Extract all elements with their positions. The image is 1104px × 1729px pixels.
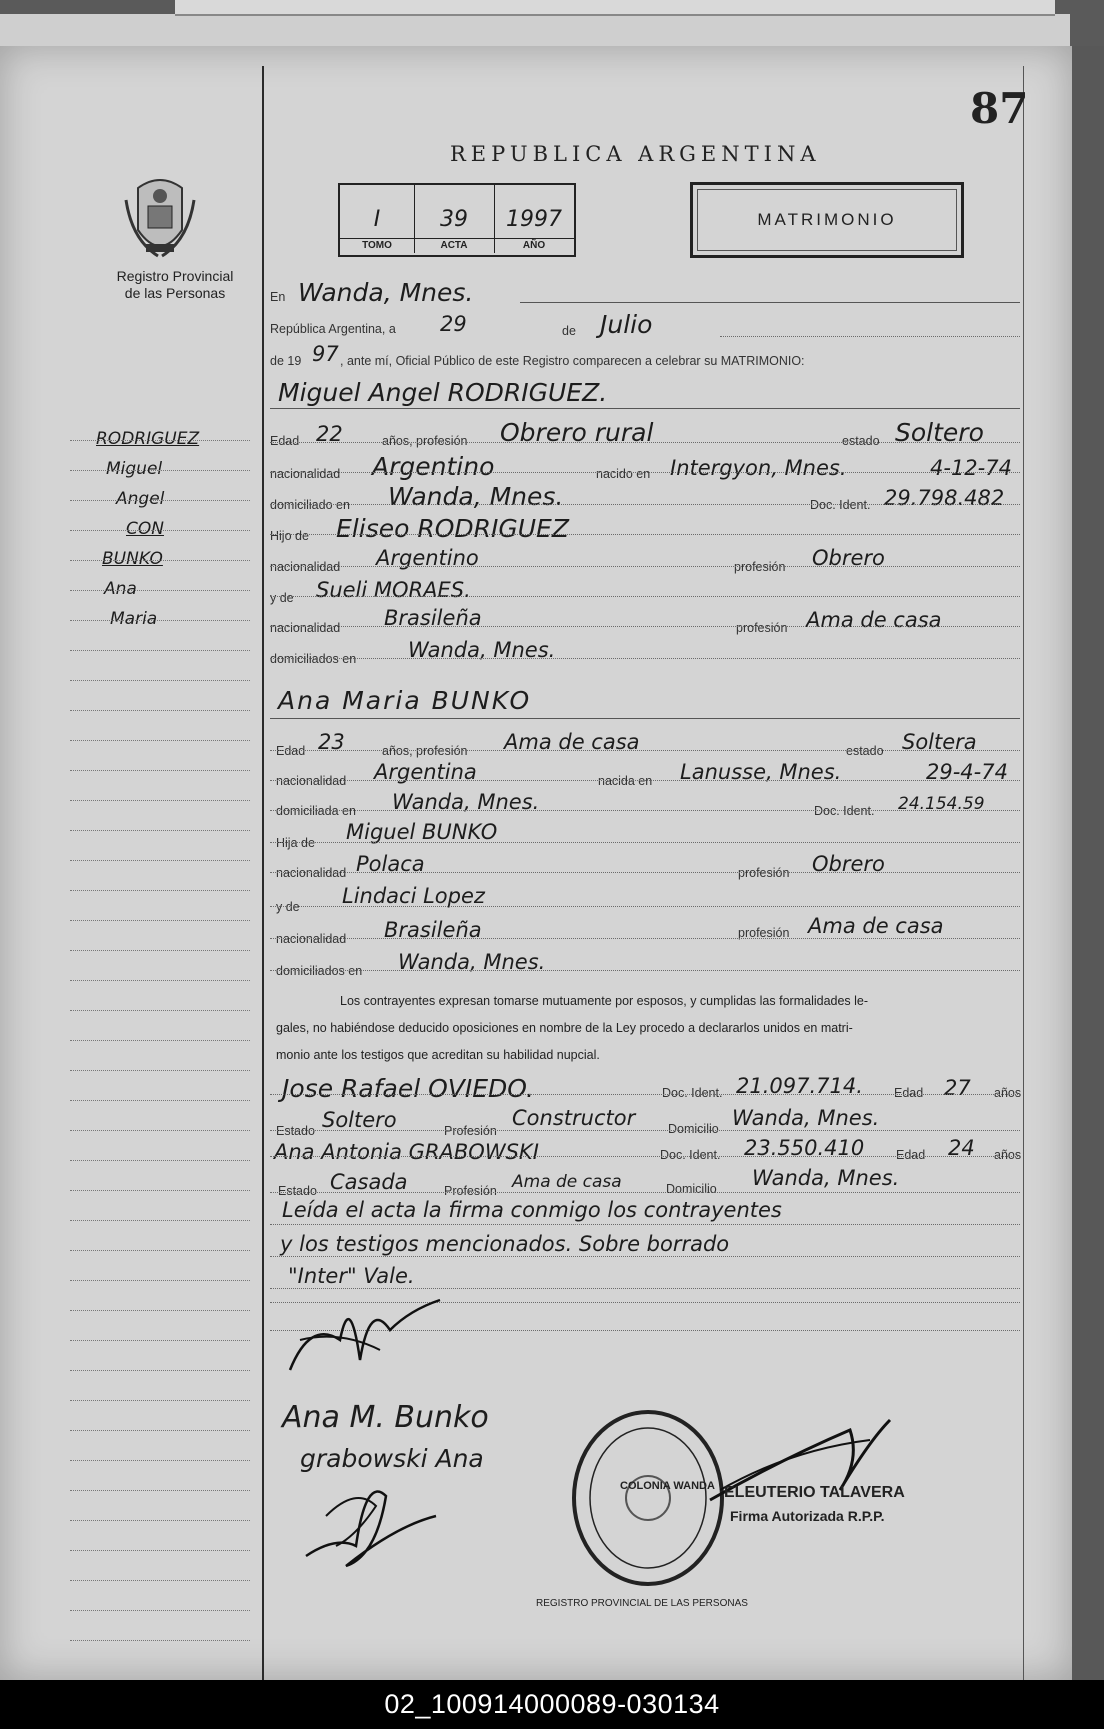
bride-mother-nat: Brasileña xyxy=(384,918,482,942)
groom-mother-label: y de xyxy=(270,591,294,605)
witness1-profession: Constructor xyxy=(512,1106,636,1130)
field-dotted-line xyxy=(270,906,1020,907)
margin-dotted-line xyxy=(70,470,250,471)
bride-father: Miguel BUNKO xyxy=(346,820,498,844)
notes-line1: Leída el acta la firma conmigo los contrayentes xyxy=(282,1198,782,1222)
groom-father-label: Hijo de xyxy=(270,529,309,543)
witness1-estado: Soltero xyxy=(322,1108,397,1132)
margin-line-right xyxy=(1023,66,1024,1680)
en-label: En xyxy=(270,290,286,304)
groom-father-prof-label: profesión xyxy=(734,560,786,574)
intro-text: , ante mí, Oficial Público de este Registro comparecen a celebrar su MATRIMONIO: xyxy=(340,354,805,368)
bride-mother-prof-label: profesión xyxy=(738,926,790,940)
bride-father-nat-label: nacionalidad xyxy=(276,866,347,880)
witness1-domicile: Wanda, Mnes. xyxy=(732,1106,880,1130)
bride-father-nat: Polaca xyxy=(356,852,425,876)
field-dotted-line xyxy=(270,938,1020,939)
signature-contrayente-1 xyxy=(280,1280,450,1390)
margin-dotted-line xyxy=(70,1370,250,1371)
margin-dotted-line xyxy=(70,590,250,591)
witness2-profession: Ama de casa xyxy=(512,1172,622,1192)
act-type-box xyxy=(690,182,964,258)
formal-line3: monio ante los testigos que acreditan su habilidad nupcial. xyxy=(276,1048,600,1062)
margin-dotted-line xyxy=(70,830,250,831)
registry-name xyxy=(80,268,270,302)
bride-nationality: Argentina xyxy=(374,760,477,784)
notes-line3: "Inter" Vale. xyxy=(288,1264,415,1288)
margin-surname1: RODRIGUEZ xyxy=(96,429,200,449)
ano-value: 1997 xyxy=(506,207,562,232)
margin-dotted-line xyxy=(70,1310,250,1311)
groom-parents-dom: Wanda, Mnes. xyxy=(408,638,556,662)
field-dotted-line xyxy=(270,658,1020,659)
act-type: MATRIMONIO xyxy=(697,189,957,251)
field-dotted-line xyxy=(270,472,1020,473)
witness2-anos: años xyxy=(994,1148,1022,1162)
place-value: Wanda, Mnes. xyxy=(298,278,474,307)
margin-con: CON xyxy=(126,519,164,539)
field-dotted-line xyxy=(270,1130,1020,1131)
bride-name: Ana Maria BUNKO xyxy=(278,686,532,715)
ano-cell xyxy=(494,185,574,253)
bride-mother: Lindaci Lopez xyxy=(342,884,485,908)
margin-line-left xyxy=(262,66,264,1680)
margin-dotted-line xyxy=(70,1250,250,1251)
acta-value: 39 xyxy=(440,207,468,232)
margin-dotted-line xyxy=(70,1520,250,1521)
margin-dotted-line xyxy=(70,770,250,771)
groom-age-label: Edad xyxy=(270,434,300,448)
bride-estado: Soltera xyxy=(902,730,977,754)
groom-father-nat-label: nacionalidad xyxy=(270,560,341,574)
field-dotted-line xyxy=(270,1224,1020,1225)
field-dotted-line xyxy=(270,842,1020,843)
field-dotted-line xyxy=(270,626,1020,627)
margin-dotted-line xyxy=(70,1220,250,1221)
bride-age: 23 xyxy=(318,730,345,754)
margin-dotted-line xyxy=(70,650,250,651)
margin-dotted-line xyxy=(70,710,250,711)
stamp-text: REGISTRO PROVINCIAL DE LAS PERSONAS xyxy=(536,1598,748,1609)
groom-father-prof: Obrero xyxy=(812,546,885,570)
groom-estado: Soltero xyxy=(895,418,984,447)
witness1-age: 27 xyxy=(944,1076,971,1100)
bride-father-label: Hija de xyxy=(276,836,315,850)
margin-dotted-line xyxy=(70,530,250,531)
margin-dotted-line xyxy=(70,800,250,801)
groom-doc-label: Doc. Ident. xyxy=(810,498,871,512)
bride-estado-label: estado xyxy=(846,744,884,758)
bride-domicile: Wanda, Mnes. xyxy=(392,790,540,814)
groom-profession: Obrero rural xyxy=(500,418,654,447)
scan-right-edge xyxy=(1072,46,1104,1680)
bride-mother-prof: Ama de casa xyxy=(808,914,944,938)
formal-line1: Los contrayentes expresan tomarse mutuamente por esposos, y cumplidas las formalidades le- xyxy=(340,994,869,1008)
margin-dotted-line xyxy=(70,1400,250,1401)
bride-prof-label: años, profesión xyxy=(382,744,468,758)
groom-doc: 29.798.482 xyxy=(884,486,1005,510)
bride-doc-label: Doc. Ident. xyxy=(814,804,875,818)
margin-dotted-line xyxy=(70,440,250,441)
margin-surname2: BUNKO xyxy=(102,549,163,569)
tomo-label: TOMO xyxy=(340,238,414,253)
registry-line2: de las Personas xyxy=(124,285,226,301)
year-suffix: 97 xyxy=(312,342,339,366)
tomo-value: I xyxy=(373,207,381,232)
de-label: de xyxy=(562,324,576,338)
field-dotted-line xyxy=(270,504,1020,505)
bride-mother-label: y de xyxy=(276,900,300,914)
witness1-name: Jose Rafael OVIEDO. xyxy=(282,1074,534,1103)
margin-dotted-line xyxy=(70,1010,250,1011)
margin-dotted-line xyxy=(70,920,250,921)
margin-dotted-line xyxy=(70,1430,250,1431)
field-dotted-line xyxy=(270,1256,1020,1257)
year-prefix: de 19 xyxy=(270,354,302,368)
bride-born-label: nacida en xyxy=(598,774,653,788)
groom-nat-label: nacionalidad xyxy=(270,467,341,481)
field-dotted-line xyxy=(270,566,1020,567)
margin-dotted-line xyxy=(70,980,250,981)
groom-parents-dom-label: domiciliados en xyxy=(270,652,357,666)
witness1-prof-label: Profesión xyxy=(444,1124,497,1138)
bride-parents-dom: Wanda, Mnes. xyxy=(398,950,546,974)
witness2-doc-label: Doc. Ident. xyxy=(660,1148,721,1162)
margin-dotted-line xyxy=(70,1190,250,1191)
witness2-age-label: Edad xyxy=(896,1148,926,1162)
groom-domicile: Wanda, Mnes. xyxy=(388,482,564,511)
bride-parents-dom-label: domiciliados en xyxy=(276,964,363,978)
bride-father-prof: Obrero xyxy=(812,852,885,876)
groom-father: Eliseo RODRIGUEZ xyxy=(336,514,569,543)
acta-cell xyxy=(414,185,495,253)
margin-dotted-line xyxy=(70,890,250,891)
bride-father-prof-label: profesión xyxy=(738,866,790,880)
bride-born-date: 29-4-74 xyxy=(926,760,1008,784)
witness1-anos: años xyxy=(994,1086,1022,1100)
margin-name4: Maria xyxy=(110,609,158,629)
acta-label: ACTA xyxy=(414,238,494,253)
scan-footer: 02_100914000089-030134 xyxy=(0,1680,1104,1729)
margin-notes xyxy=(96,424,199,634)
bride-born-place: Lanusse, Mnes. xyxy=(680,760,842,784)
page-number: 87 xyxy=(970,84,1029,133)
field-dotted-line xyxy=(270,872,1020,873)
formal-line2: gales, no habiéndose deducido oposiciones en nombre de la Ley procedo a declararlos unidos en matri- xyxy=(276,1021,853,1035)
field-dotted-line xyxy=(270,1156,1020,1157)
groom-nationality: Argentino xyxy=(372,452,495,481)
ano-label: AÑO xyxy=(494,238,574,253)
groom-father-nat: Argentino xyxy=(376,546,479,570)
bride-profession: Ama de casa xyxy=(504,730,640,754)
margin-dotted-line xyxy=(70,1580,250,1581)
groom-prof-label: años, profesión xyxy=(382,434,468,448)
bride-mother-nat-label: nacionalidad xyxy=(276,932,347,946)
margin-name3: Ana xyxy=(104,579,137,599)
groom-mother-nat: Brasileña xyxy=(384,606,482,630)
margin-dotted-line xyxy=(70,1130,250,1131)
margin-dotted-line xyxy=(70,1610,250,1611)
witness2-age: 24 xyxy=(948,1136,975,1160)
witness1-age-label: Edad xyxy=(894,1086,924,1100)
groom-born-date: 4-12-74 xyxy=(930,456,1012,480)
groom-estado-label: estado xyxy=(842,434,880,448)
republic-label: República Argentina, a xyxy=(270,322,396,336)
witness2-name: Ana Antonia GRABOWSKI xyxy=(274,1140,539,1164)
field-dotted-line xyxy=(270,750,1020,751)
groom-born-place: Intergyon, Mnes. xyxy=(670,456,847,480)
field-dotted-line xyxy=(270,534,1020,535)
bride-doc: 24.154.59 xyxy=(898,794,985,814)
margin-dotted-line xyxy=(70,1490,250,1491)
field-dotted-line xyxy=(270,1288,1020,1289)
margin-dotted-line xyxy=(70,620,250,621)
margin-dotted-line xyxy=(70,1070,250,1071)
field-dotted-line xyxy=(270,596,1020,597)
field-dotted-line xyxy=(270,1094,1020,1095)
margin-dotted-line xyxy=(70,950,250,951)
groom-mother-prof-label: profesión xyxy=(736,621,788,635)
witness2-prof-label: Profesión xyxy=(444,1184,497,1198)
witness2-estado: Casada xyxy=(330,1170,408,1194)
margin-dotted-line xyxy=(70,1640,250,1641)
witness1-doc: 21.097.714. xyxy=(736,1074,863,1098)
witness2-estado-label: Estado xyxy=(278,1184,317,1198)
field-dotted-line xyxy=(270,810,1020,811)
groom-dom-label: domiciliado en xyxy=(270,498,350,512)
formal-paragraph xyxy=(276,988,1026,1069)
bride-signature: Ana M. Bunko xyxy=(282,1400,489,1435)
margin-dotted-line xyxy=(70,860,250,861)
bride-dom-label: domiciliada en xyxy=(276,804,356,818)
field-dotted-line xyxy=(270,970,1020,971)
tomo-cell xyxy=(340,185,415,253)
margin-dotted-line xyxy=(70,1340,250,1341)
margin-name1: Miguel xyxy=(106,459,163,479)
witness1-doc-label: Doc. Ident. xyxy=(662,1086,723,1100)
country-title: REPUBLICA ARGENTINA xyxy=(450,142,821,166)
notes-line2: y los testigos mencionados. Sobre borrado xyxy=(280,1232,730,1256)
official-signature xyxy=(700,1400,920,1520)
margin-dotted-line xyxy=(70,1040,250,1041)
groom-age: 22 xyxy=(316,422,343,446)
witness1-estado-label: Estado xyxy=(276,1124,315,1138)
day-value: 29 xyxy=(440,312,467,336)
field-dotted-line xyxy=(270,1192,1020,1193)
witness2-domicile: Wanda, Mnes. xyxy=(752,1166,900,1190)
stamp-city: COLONIA WANDA xyxy=(620,1480,715,1492)
margin-name2: Angel xyxy=(116,489,165,509)
official-title: Firma Autorizada R.P.P. xyxy=(730,1508,885,1524)
witness2-doc: 23.550.410 xyxy=(744,1136,865,1160)
witness1-dom-label: Domicilio xyxy=(668,1122,719,1136)
margin-dotted-line xyxy=(70,1280,250,1281)
margin-dotted-line xyxy=(70,560,250,561)
margin-dotted-line xyxy=(70,1160,250,1161)
witness2-dom-label: Domicilio xyxy=(666,1182,717,1196)
groom-name: Miguel Angel RODRIGUEZ. xyxy=(278,378,608,407)
field-dotted-line xyxy=(270,442,1020,443)
field-dotted-line xyxy=(270,780,1020,781)
crest-icon xyxy=(118,170,202,266)
margin-dotted-line xyxy=(70,1100,250,1101)
signature-scribble xyxy=(296,1456,446,1576)
registry-line1: Registro Provincial xyxy=(116,268,234,284)
bride-age-label: Edad xyxy=(276,744,306,758)
margin-dotted-line xyxy=(70,1550,250,1551)
official-name: ELEUTERIO TALAVERA xyxy=(724,1484,905,1501)
month-value: Julio xyxy=(600,310,653,339)
margin-dotted-line xyxy=(70,500,250,501)
groom-mother: Sueli MORAES. xyxy=(316,578,471,602)
bride-nat-label: nacionalidad xyxy=(276,774,347,788)
groom-mother-nat-label: nacionalidad xyxy=(270,621,341,635)
groom-born-label: nacido en xyxy=(596,467,651,481)
groom-mother-prof: Ama de casa xyxy=(806,608,942,632)
margin-dotted-line xyxy=(70,680,250,681)
margin-dotted-line xyxy=(70,1460,250,1461)
margin-dotted-line xyxy=(70,740,250,741)
witness-signature: grabowski Ana xyxy=(300,1444,484,1473)
tomo-acta-ano-box xyxy=(338,183,576,257)
